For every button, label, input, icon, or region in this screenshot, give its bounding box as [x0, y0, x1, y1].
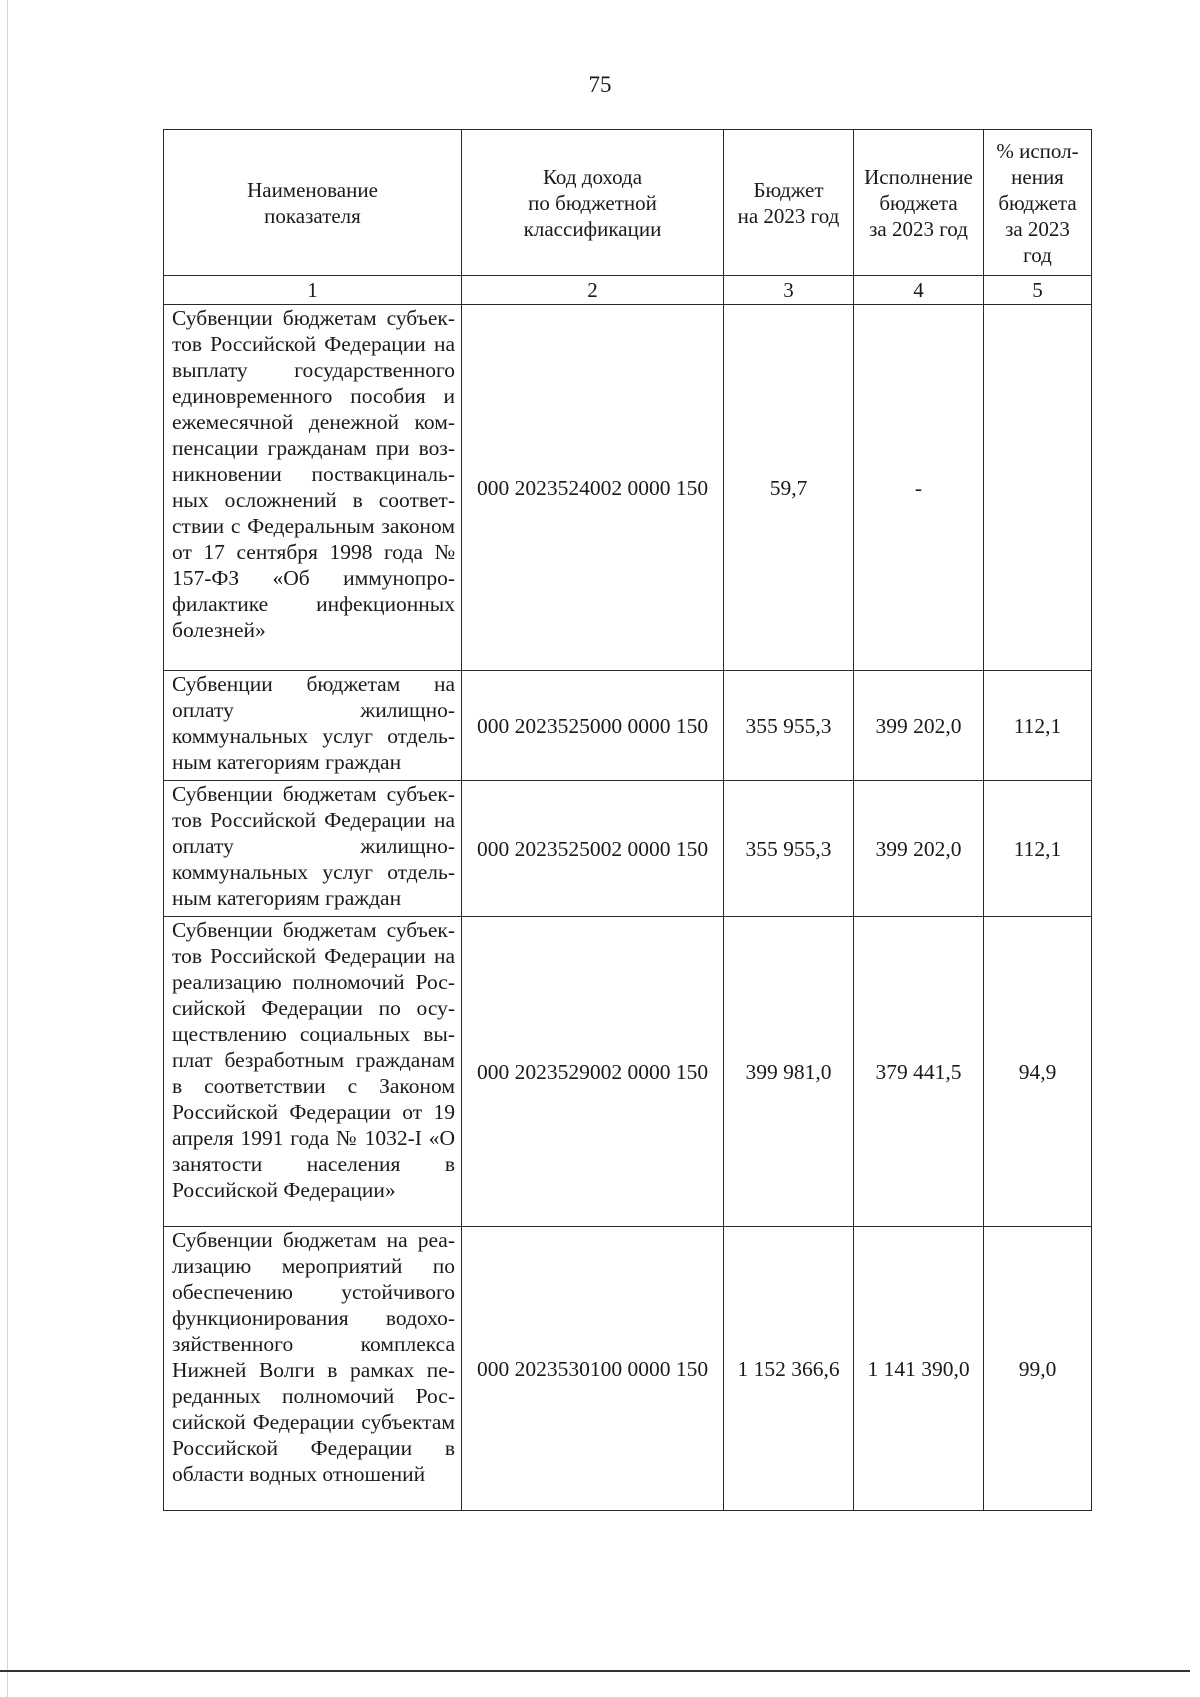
- header-row: [164, 130, 1092, 276]
- revenue-table: [163, 129, 1092, 1511]
- row-name: Субвенции бюджетам субъектов Российской Федерации на реализацию полномочий Российской Федерации по осуществлению социальных выплат безработным гражданам в соответствии с Законом Российской Федерации от 19 апреля 1991 года № 1032-I «О занятости населения в Российской Федерации»: [164, 917, 462, 1227]
- row-execution: 1 141 390,0: [854, 1227, 984, 1511]
- row-code: 000 2023530100 0000 150: [462, 1227, 724, 1511]
- column-number: 3: [724, 276, 854, 305]
- column-number: 5: [984, 276, 1092, 305]
- row-execution: 399 202,0: [854, 671, 984, 781]
- column-number: 1: [164, 276, 462, 305]
- scan-bottom-line: [0, 1670, 1190, 1672]
- row-percent: 99,0: [984, 1227, 1092, 1511]
- row-name: Субвенции бюджетам на реализацию мероприятий по обеспечению устойчивого функционирования водохозяйственного комплекса Нижней Волги в рамках переданных полномочий Российской Федерации субъектам Российской Федерации в области водных отношений: [164, 1227, 462, 1511]
- row-execution: 399 202,0: [854, 781, 984, 917]
- row-percent: [984, 305, 1092, 671]
- column-number-row: [164, 276, 1092, 305]
- column-number: 2: [462, 276, 724, 305]
- table-row: [164, 671, 1092, 781]
- row-code: 000 2023524002 0000 150: [462, 305, 724, 671]
- row-budget: 59,7: [724, 305, 854, 671]
- row-code: 000 2023529002 0000 150: [462, 917, 724, 1227]
- header-code: Код дохода по бюджетной классификации: [462, 130, 724, 276]
- row-budget: 355 955,3: [724, 671, 854, 781]
- header-percent: % испол- нения бюджета за 2023 год: [984, 130, 1092, 276]
- row-budget: 399 981,0: [724, 917, 854, 1227]
- row-budget: 355 955,3: [724, 781, 854, 917]
- table-row: [164, 305, 1092, 671]
- header-name: Наименование показателя: [164, 130, 462, 276]
- header-execution: Исполнение бюджета за 2023 год: [854, 130, 984, 276]
- header-budget: Бюджет на 2023 год: [724, 130, 854, 276]
- table-row: [164, 781, 1092, 917]
- row-budget: 1 152 366,6: [724, 1227, 854, 1511]
- row-code: 000 2023525002 0000 150: [462, 781, 724, 917]
- row-percent: 94,9: [984, 917, 1092, 1227]
- table-row: [164, 1227, 1092, 1511]
- page-number: 75: [588, 72, 612, 97]
- scan-margin-line: [7, 0, 8, 1697]
- row-name: Субвенции бюджетам субъектов Российской Федерации на оплату жилищно-коммунальных услуг отдельным категориям граждан: [164, 781, 462, 917]
- row-name: Субвенции бюджетам субъектов Российской Федерации на выплату государственного единовременного пособия и ежемесячной денежной компенсации гражданам при возникновении поствакцинальных осложнений в соответствии с Федеральным законом от 17 сентября 1998 года № 157-ФЗ «Об иммунопрофилактике инфекционных болезней»: [164, 305, 462, 671]
- column-number: 4: [854, 276, 984, 305]
- row-execution: -: [854, 305, 984, 671]
- row-percent: 112,1: [984, 781, 1092, 917]
- row-name: Субвенции бюджетам на оплату жилищно-коммунальных услуг отдельным категориям граждан: [164, 671, 462, 781]
- row-percent: 112,1: [984, 671, 1092, 781]
- table-row: [164, 917, 1092, 1227]
- row-code: 000 2023525000 0000 150: [462, 671, 724, 781]
- row-execution: 379 441,5: [854, 917, 984, 1227]
